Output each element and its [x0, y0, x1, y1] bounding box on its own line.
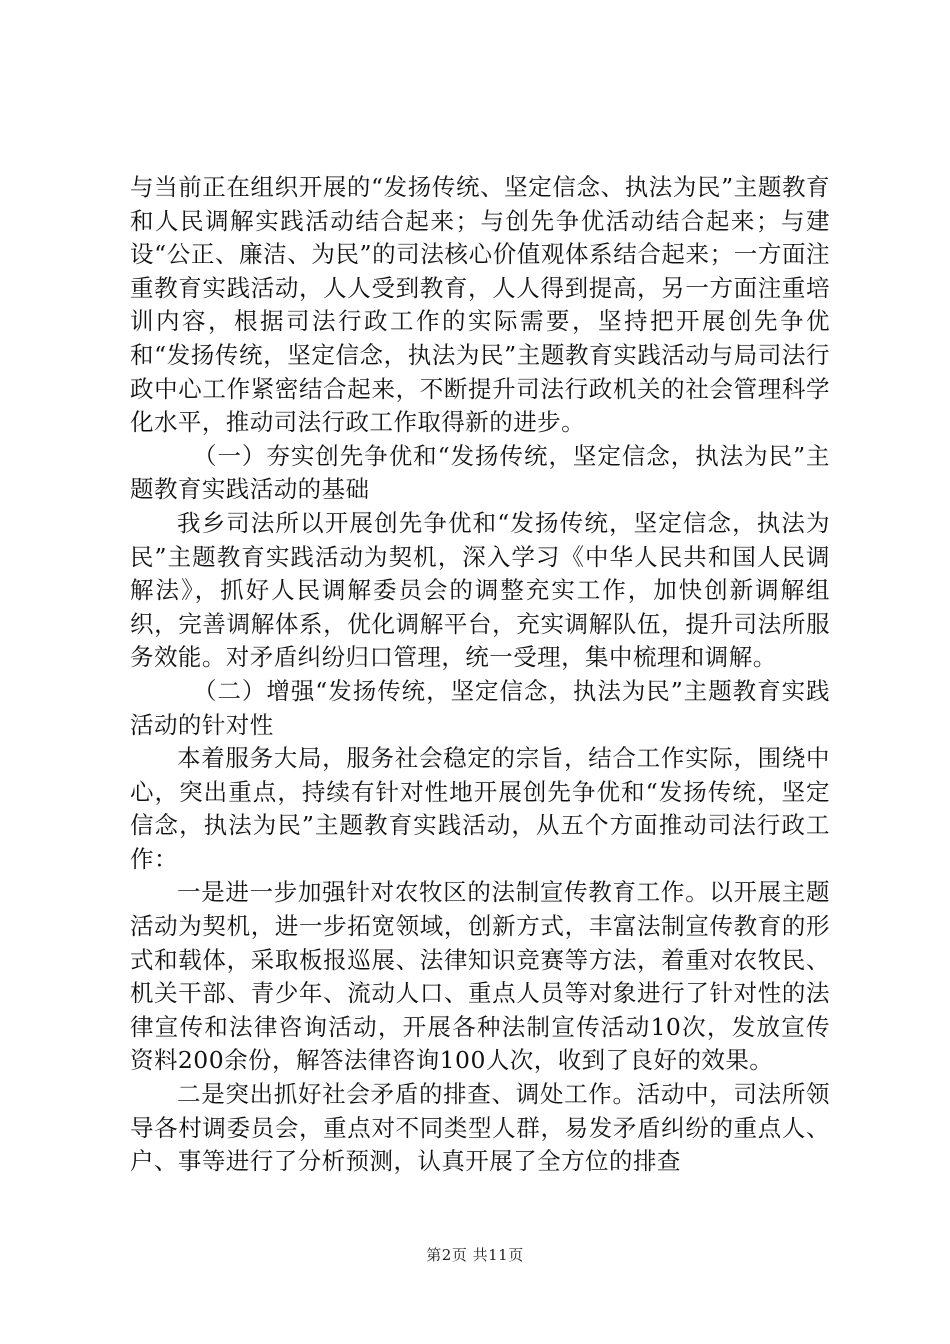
- item-2-paragraph: 二是突出抓好社会矛盾的排查、调处工作。活动中，司法所领导各村调委员会，重点对不同类型人群，易发矛盾纠纷的重点人、户、事等进行了分析预测，认真开展了全方位的排查: [130, 1080, 830, 1176]
- intro-paragraph: 与当前正在组织开展的“发扬传统、坚定信念、执法为民”主题教育和人民调解实践活动结合起来；与创先争优活动结合起来；与建设“公正、廉洁、为民”的司法核心价值观体系结合起来；一方面注重教育实践活动，人人受到教育，人人得到提高，另一方面注重培训内容，根据司法行政工作的实际需要，坚持把开展创先争优和“发扬传统，坚定信念，执法为民”主题教育实践活动与局司法行政中心工作紧密结合起来，不断提升司法行政机关的社会管理科学化水平，推动司法行政工作取得新的进步。: [130, 173, 830, 437]
- item-1-paragraph: 一是进一步加强针对农牧区的法制宣传教育工作。以开展主题活动为契机，进一步拓宽领域，创新方式，丰富法制宣传教育的形式和载体，采取板报巡展、法律知识竞赛等方法，着重对农牧民、机关干部、青少年、流动人口、重点人员等对象进行了针对性的法律宣传和法律咨询活动，开展各种法制宣传活动10次，发放宣传资料200余份，解答法律咨询100人次，收到了良好的效果。: [130, 878, 830, 1075]
- document-body: [130, 171, 830, 1179]
- section-heading-2: （二）增强“发扬传统，坚定信念，执法为民”主题教育实践活动的针对性: [130, 676, 830, 739]
- section-heading-1: （一）夯实创先争优和“发扬传统，坚定信念，执法为民”主题教育实践活动的基础: [130, 441, 830, 504]
- section-1-paragraph: 我乡司法所以开展创先争优和“发扬传统，坚定信念，执法为民”主题教育实践活动为契机，深入学习《中华人民共和国人民调解法》，抓好人民调解委员会的调整充实工作，加快创新调解组织，完善调解体系，优化调解平台，充实调解队伍，提升司法所服务效能。对矛盾纠纷归口管理，统一受理，集中梳理和调解。: [130, 508, 830, 672]
- page-footer: 第2页 共11页: [426, 1246, 524, 1264]
- section-2-paragraph: 本着服务大局，服务社会稳定的宗旨，结合工作实际，围绕中心，突出重点，持续有针对性地开展创先争优和“发扬传统，坚定信念，执法为民”主题教育实践活动，从五个方面推动司法行政工作：: [130, 744, 830, 873]
